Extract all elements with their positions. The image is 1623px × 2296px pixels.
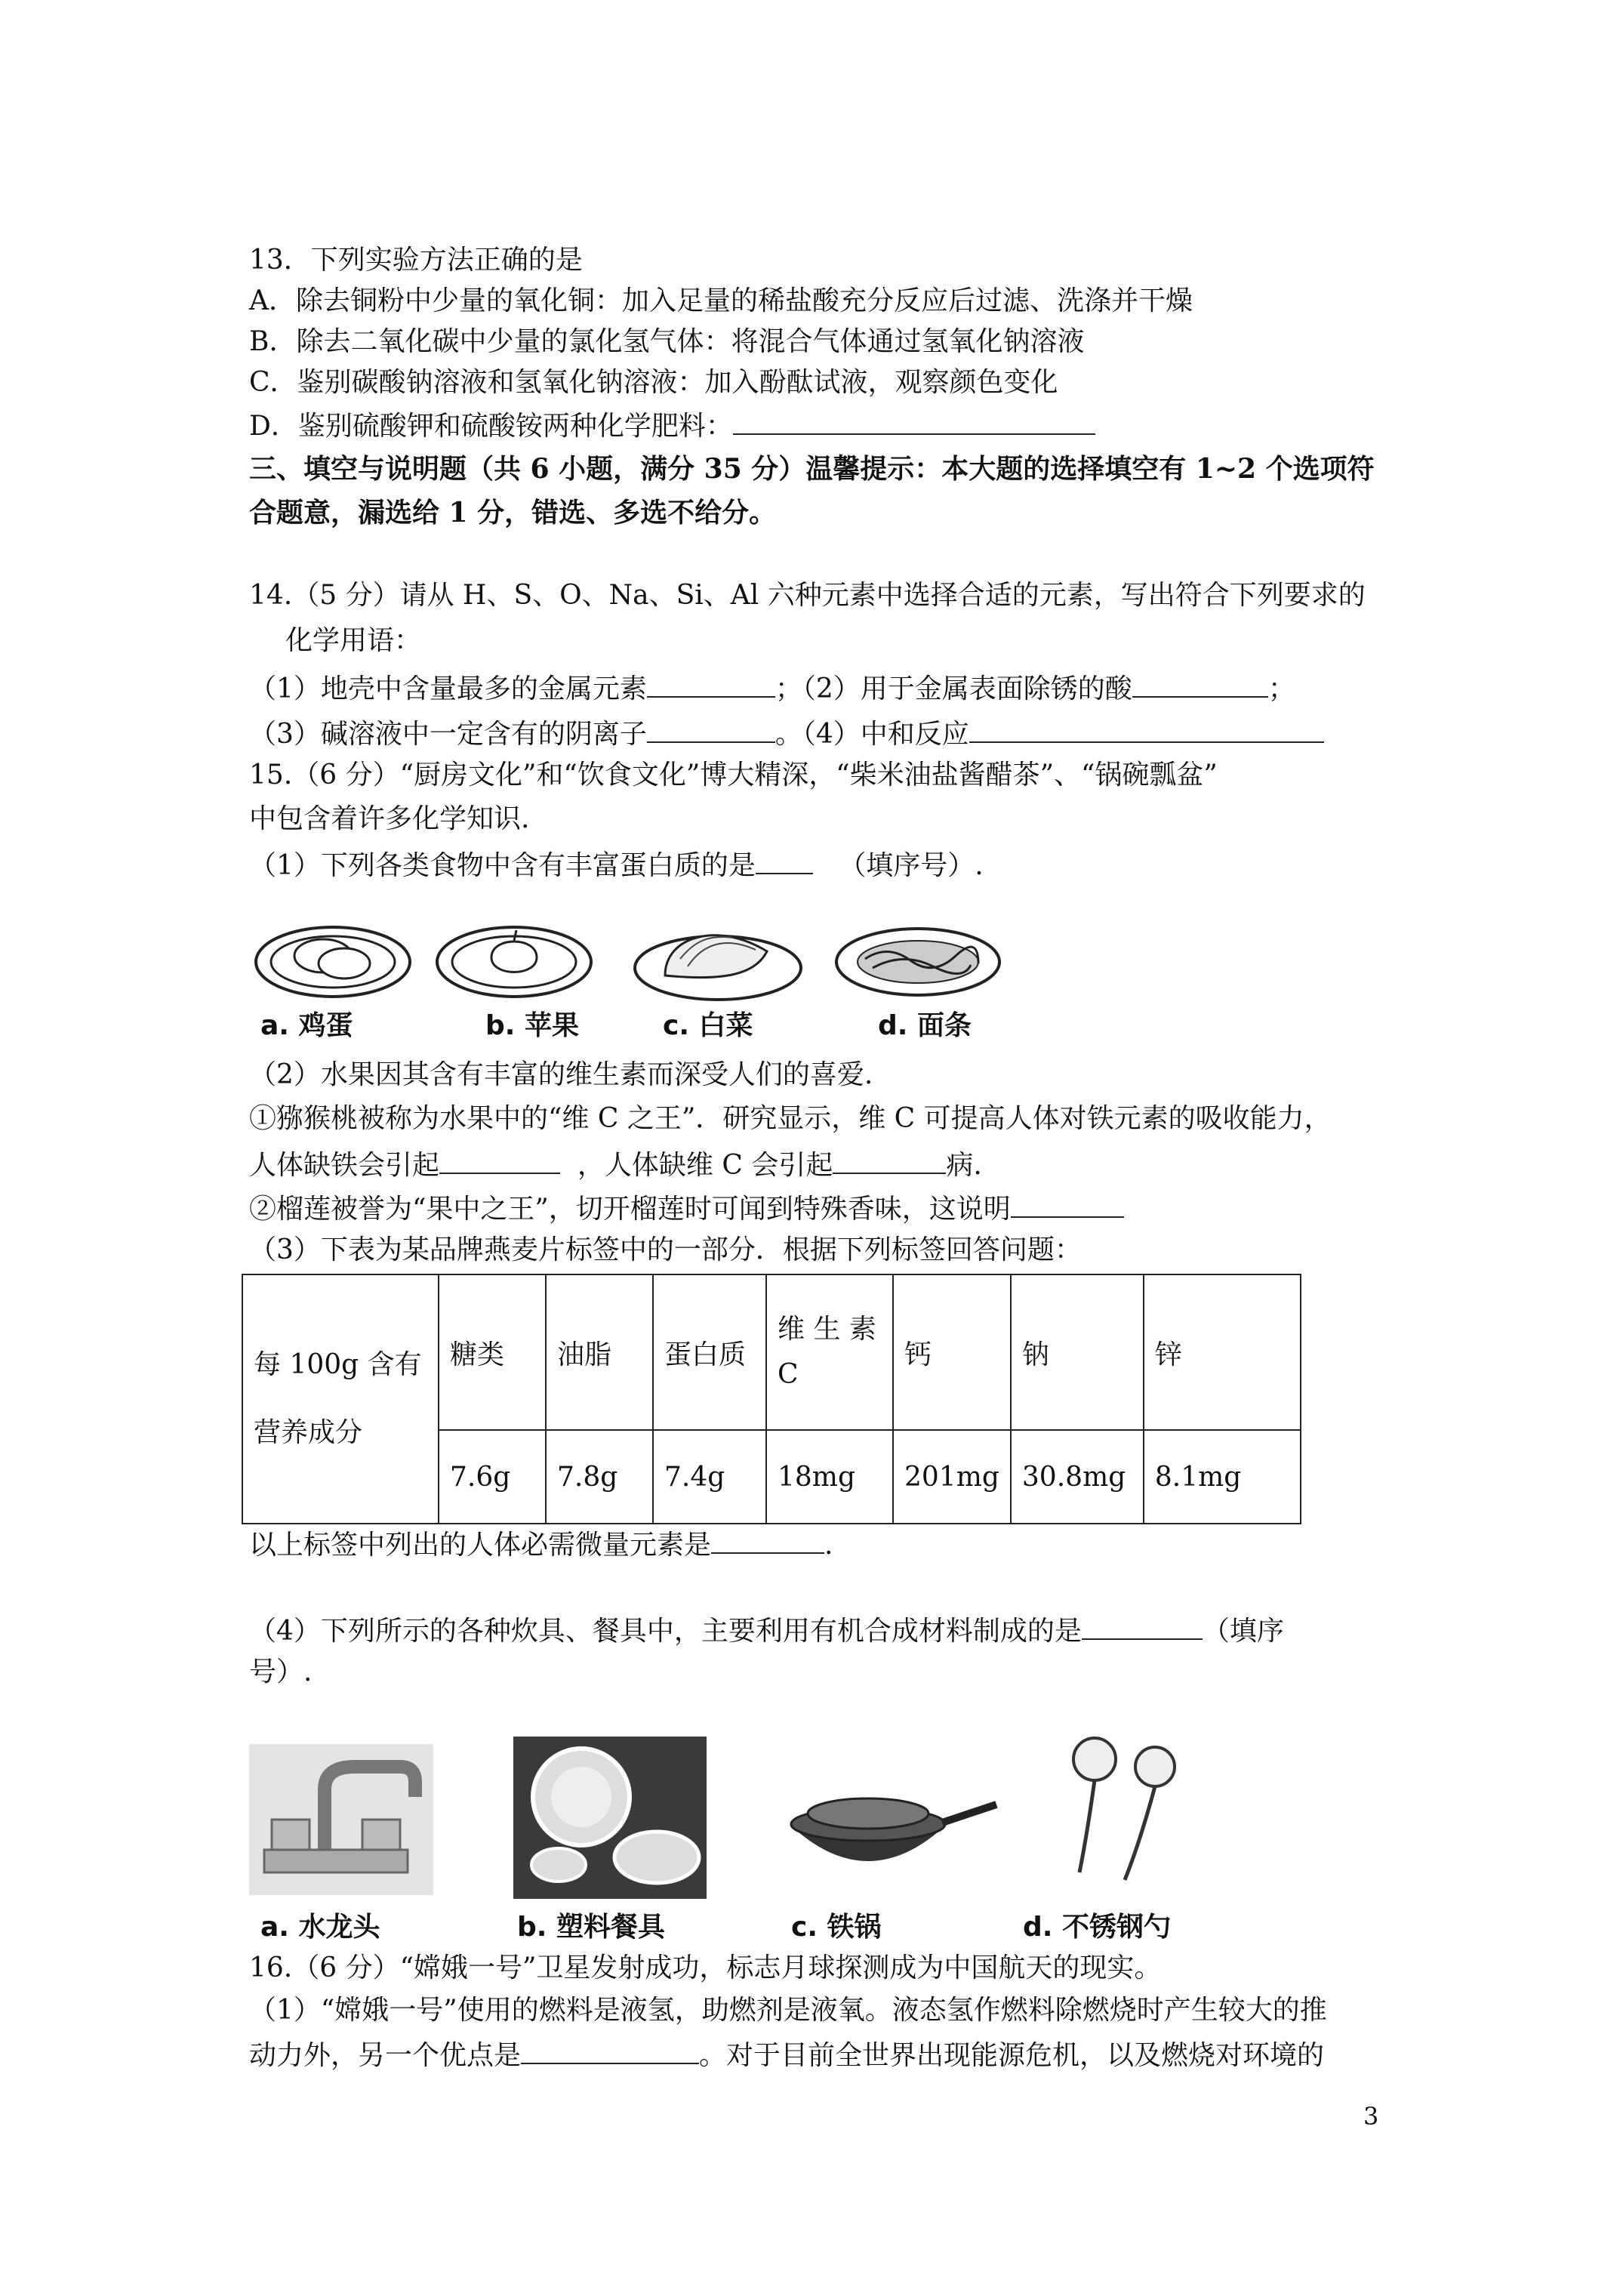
section3-heading-line1: 三、填空与说明题（共 6 小题，满分 35 分）温馨提示：本大题的选择填空有 1~2 个选项符 <box>249 453 1375 485</box>
q15-part2-1b <box>249 1142 982 1186</box>
food-label-a: a. 鸡蛋 <box>260 1010 353 1041</box>
table-value-cell: 7.4g <box>653 1430 766 1524</box>
plastic-tableware-icon <box>513 1737 707 1899</box>
cabbage-plate-icon <box>635 935 801 1000</box>
q15-part2-1b-text: 人体缺铁会引起 <box>249 1150 440 1181</box>
iron-wok-icon <box>791 1798 996 1861</box>
q16-part1b-text: 动力外，另一个优点是 <box>249 2040 522 2071</box>
faucet-icon <box>249 1744 433 1895</box>
q15-part3: （3）下表为某品牌燕麦片标签中的一部分．根据下列标签回答问题： <box>249 1234 1082 1265</box>
q14-part2-a: （3）碱溶液中一定含有的阴离子 <box>249 719 647 750</box>
answer-blank <box>969 711 1324 743</box>
apple-plate-icon <box>437 927 591 997</box>
answer-blank <box>833 1142 946 1174</box>
table-value-cell: 201mg <box>893 1430 1011 1524</box>
food-label-c: c. 白菜 <box>663 1010 753 1041</box>
q15-part3-question <box>249 1522 833 1566</box>
food-images <box>254 921 1009 1004</box>
q14-part1-c: ； <box>1267 673 1295 704</box>
row-head-line2: 营养成分 <box>254 1417 363 1448</box>
answer-blank <box>1011 1186 1124 1218</box>
food-label-d: d. 面条 <box>878 1010 972 1041</box>
section3-heading-line2: 合题意，漏选给 1 分，错选、多选不给分。 <box>249 497 777 529</box>
q14-stem-line2: 化学用语： <box>285 625 422 656</box>
q14-part2 <box>249 711 1324 755</box>
table-header-vitamin: 维 生 素 <box>778 1314 876 1345</box>
q16-part1b <box>249 2032 1324 2076</box>
answer-blank <box>647 711 775 743</box>
q13-option-a: A．除去铜粉中少量的氧化铜：加入足量的稀盐酸充分反应后过滤、洗涤并干燥 <box>249 285 1193 316</box>
table-header-cell: 糖类 <box>439 1274 546 1430</box>
table-header-cell: 蛋白质 <box>653 1274 766 1430</box>
q16-part1c-text: 。对于目前全世界出现能源危机，以及燃烧对环境的 <box>699 2040 1325 2071</box>
q15-part2-2 <box>249 1186 1124 1230</box>
q15-part1-a: （1）下列各类食物中含有丰富蛋白质的是 <box>249 850 756 881</box>
q15-part1-b: （填序号）. <box>839 850 984 881</box>
table-header-cell: 锌 <box>1144 1274 1301 1430</box>
noodles-plate-icon <box>836 929 999 995</box>
page-number: 3 <box>1363 2102 1379 2131</box>
q16-part1a: （1）“嫦娥一号”使用的燃料是液氢，助燃剂是液氧。液态氢作燃料除燃烧时产生较大的推 <box>249 1995 1327 2026</box>
answer-blank <box>756 843 813 874</box>
q14-part1 <box>249 666 1295 710</box>
q15-part2-2-text: ②榴莲被誉为“果中之王”，切开榴莲时可闻到特殊香味，这说明 <box>249 1194 1011 1225</box>
q14-part1-b: ；（2）用于金属表面除锈的酸 <box>775 673 1132 704</box>
table-header-cell: 油脂 <box>546 1274 653 1430</box>
utensil-label-d: d. 不锈钢勺 <box>1023 1912 1171 1943</box>
stainless-spoon-icon <box>1073 1738 1175 1880</box>
egg-plate-icon <box>256 927 410 997</box>
utensil-label-c: c. 铁锅 <box>791 1912 882 1943</box>
q15-part3-question-text: 以上标签中列出的人体必需微量元素是 <box>249 1530 712 1561</box>
table-value-cell: 18mg <box>766 1430 893 1524</box>
answer-blank <box>439 1142 560 1174</box>
q15-stem-line2: 中包含着许多化学知识. <box>249 803 530 834</box>
q15-part4 <box>249 1608 1284 1652</box>
answer-blank <box>521 2032 699 2064</box>
q13-option-c: C．鉴别碳酸钠溶液和氢氧化钠溶液：加入酚酞试液，观察颜色变化 <box>249 367 1058 398</box>
q13-option-b: B．除去二氧化碳中少量的氯化氢气体：将混合气体通过氢氧化钠溶液 <box>249 326 1085 357</box>
q15-part4-a: （4）下列所示的各种炊具、餐具中，主要利用有机合成材料制成的是 <box>249 1616 1082 1647</box>
table-value-cell: 8.1mg <box>1144 1430 1301 1524</box>
table-header-cell <box>766 1274 893 1430</box>
q15-part2-1c-text: ，人体缺维 C 会引起 <box>577 1150 833 1181</box>
q15-part2-1d-text: 病. <box>946 1150 982 1181</box>
answer-blank <box>1082 1608 1203 1640</box>
q15-part4-c: 号）. <box>249 1657 313 1687</box>
q15-part2-1a: ①猕猴桃被称为水果中的“维 C 之王”．研究显示，维 C 可提高人体对铁元素的吸收能力， <box>249 1103 1332 1134</box>
utensil-images <box>249 1729 1215 1903</box>
answer-blank <box>1132 666 1268 698</box>
utensil-label-a: a. 水龙头 <box>260 1912 380 1943</box>
food-label-b: b. 苹果 <box>485 1010 579 1041</box>
q16-stem: 16.（6 分）“嫦娥一号”卫星发射成功，标志月球探测成为中国航天的现实。 <box>249 1952 1162 1983</box>
q15-part1 <box>249 843 984 886</box>
q15-stem-line1: 15.（6 分）“厨房文化”和“饮食文化”博大精深，“柴米油盐酱醋茶”、“锅碗瓢盆” <box>249 760 1218 791</box>
nutrition-table <box>242 1274 1301 1524</box>
table-header-vitamin-c: C <box>778 1359 799 1390</box>
answer-blank <box>647 666 775 698</box>
q14-stem-line1: 14.（5 分）请从 H、S、O、Na、Si、Al 六种元素中选择合适的元素，写出符合下列要求的 <box>249 580 1366 611</box>
answer-blank <box>733 403 1095 435</box>
table-value-cell: 7.8g <box>546 1430 653 1524</box>
table-header-cell: 钠 <box>1011 1274 1144 1430</box>
q15-part3-question-end: . <box>824 1530 833 1561</box>
q13-option-d-text: D．鉴别硫酸钾和硫酸铵两种化学肥料： <box>249 411 733 442</box>
q15-part4-b: （填序 <box>1202 1616 1284 1647</box>
q14-part1-a: （1）地壳中含量最多的金属元素 <box>249 673 647 704</box>
q13-option-d <box>249 403 1095 447</box>
q13-stem: 13．下列实验方法正确的是 <box>249 245 583 276</box>
row-head-line1: 每 100g 含有 <box>254 1349 422 1380</box>
answer-blank <box>711 1522 824 1554</box>
q15-part2: （2）水果因其含有丰富的维生素而深受人们的喜爱. <box>249 1059 873 1090</box>
table-value-cell: 7.6g <box>439 1430 546 1524</box>
table-row-head <box>242 1274 439 1524</box>
utensil-label-b: b. 塑料餐具 <box>517 1912 665 1943</box>
q14-part2-b: 。（4）中和反应 <box>775 719 969 750</box>
table-value-cell: 30.8mg <box>1011 1430 1144 1524</box>
table-header-cell: 钙 <box>893 1274 1011 1430</box>
